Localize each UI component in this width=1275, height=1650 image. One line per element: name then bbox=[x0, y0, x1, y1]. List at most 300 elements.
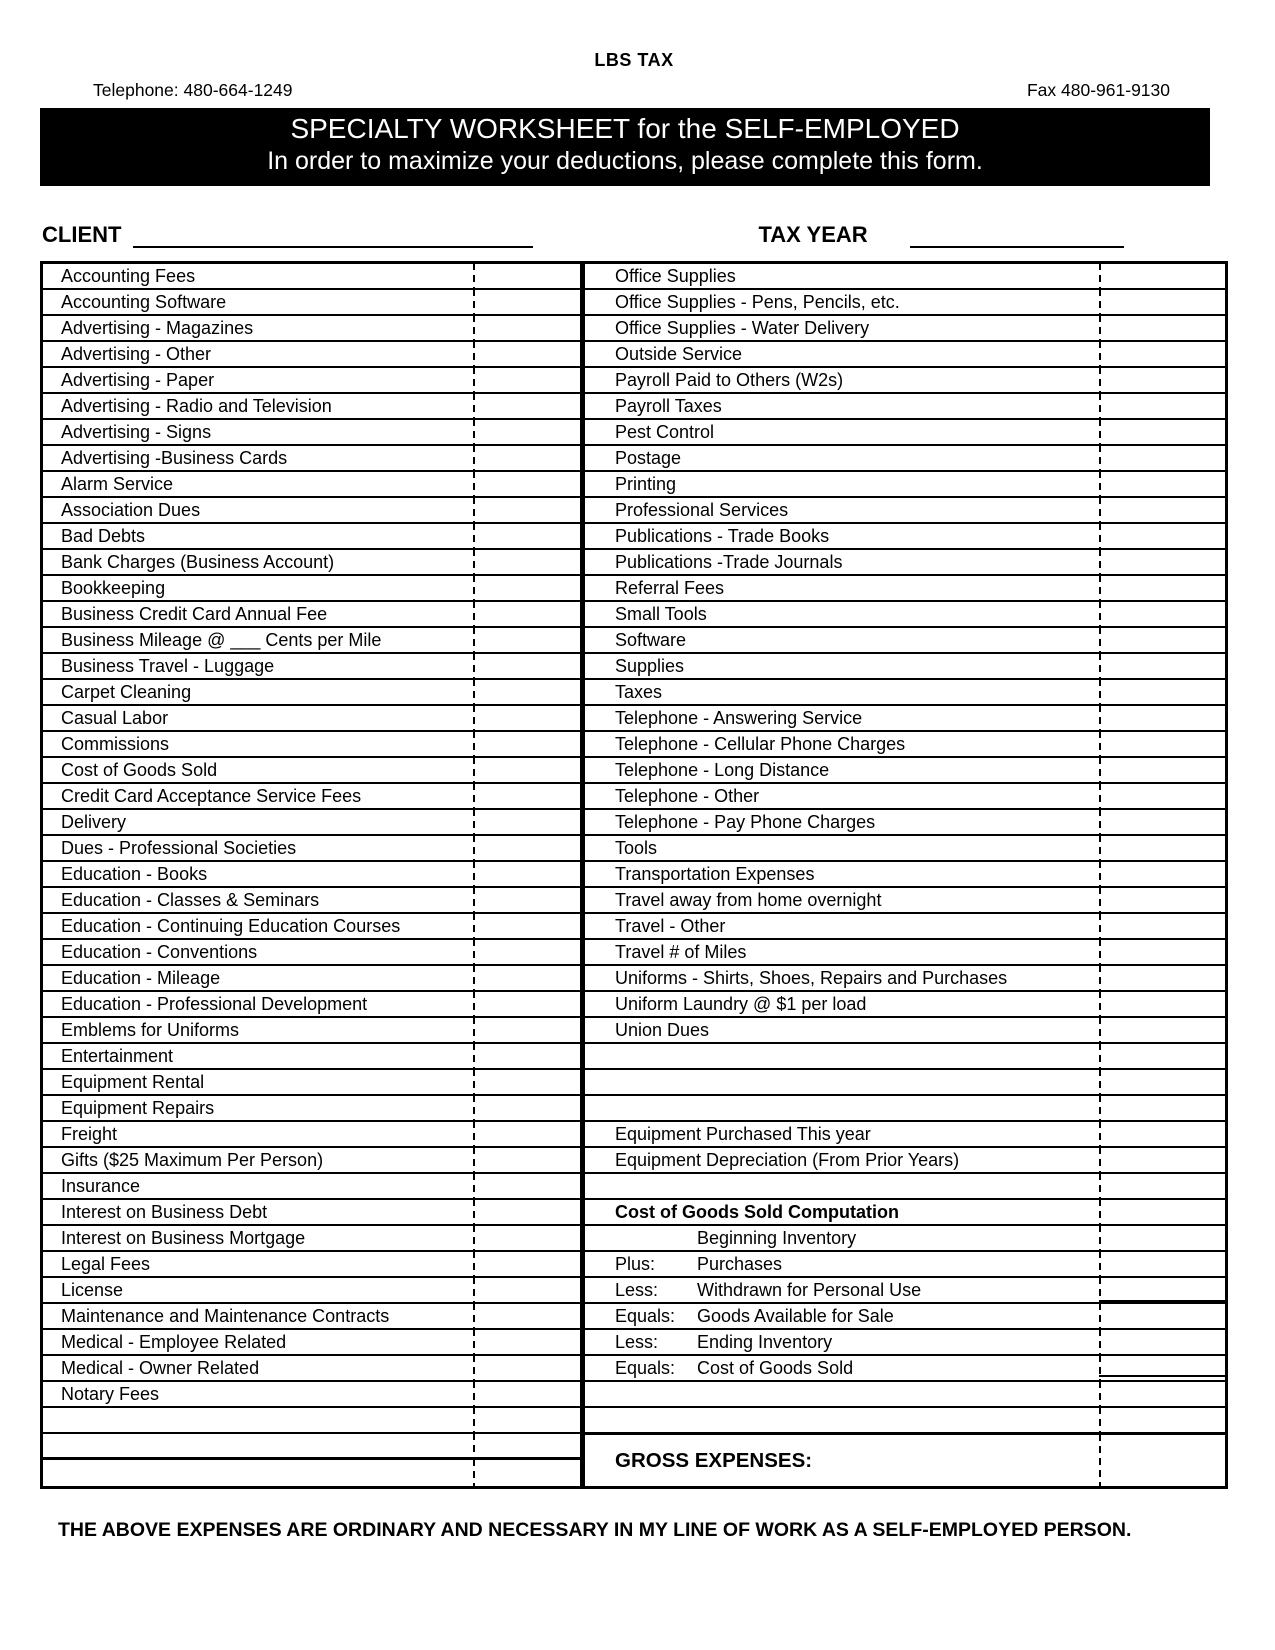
expense-label: Bad Debts bbox=[61, 525, 146, 546]
amount-cell[interactable] bbox=[1099, 1122, 1225, 1146]
amount-cell[interactable] bbox=[473, 524, 580, 548]
amount-cell[interactable] bbox=[1099, 1070, 1225, 1094]
amount-cell[interactable] bbox=[473, 576, 580, 600]
expense-row bbox=[43, 264, 580, 290]
amount-cell[interactable] bbox=[473, 1122, 580, 1146]
amount-cell[interactable] bbox=[1099, 1356, 1225, 1380]
amount-cell[interactable] bbox=[473, 1174, 580, 1198]
amount-cell[interactable] bbox=[1099, 732, 1225, 756]
amount-cell[interactable] bbox=[1099, 264, 1225, 288]
expense-row bbox=[585, 368, 1225, 394]
expense-row bbox=[43, 914, 580, 940]
expense-row bbox=[585, 1382, 1225, 1408]
expense-row bbox=[43, 1434, 580, 1460]
expense-label: Telephone - Cellular Phone Charges bbox=[615, 733, 906, 754]
expense-label bbox=[585, 1304, 1099, 1328]
amount-cell[interactable] bbox=[473, 316, 580, 340]
fax-number: 480-961-9130 bbox=[1061, 80, 1170, 100]
expense-row bbox=[43, 1408, 580, 1434]
expense-row bbox=[43, 1252, 580, 1278]
computation-label: Goods Available for Sale bbox=[697, 1305, 894, 1326]
expense-label: Medical - Employee Related bbox=[61, 1331, 287, 1352]
expense-label: Business Travel - Luggage bbox=[61, 655, 275, 676]
expense-label: Education - Mileage bbox=[61, 967, 221, 988]
expense-row bbox=[43, 1096, 580, 1122]
expense-row bbox=[585, 628, 1225, 654]
expense-label bbox=[585, 1356, 1099, 1380]
expense-label bbox=[585, 1174, 1099, 1198]
amount-cell[interactable] bbox=[1099, 1044, 1225, 1068]
expense-label: Equipment Purchased This year bbox=[615, 1123, 871, 1144]
amount-cell[interactable] bbox=[1099, 654, 1225, 678]
expense-label: Bookkeeping bbox=[61, 577, 166, 598]
amount-cell[interactable] bbox=[473, 992, 580, 1016]
contact-row bbox=[40, 80, 1228, 101]
expense-label: Uniform Laundry @ $1 per load bbox=[615, 993, 867, 1014]
expense-label: Bank Charges (Business Account) bbox=[61, 551, 335, 572]
amount-cell[interactable] bbox=[473, 1460, 580, 1486]
banner-title: SPECIALTY WORKSHEET for the SELF-EMPLOYED bbox=[290, 113, 960, 144]
expense-row bbox=[585, 1122, 1225, 1148]
amount-cell[interactable] bbox=[1099, 420, 1225, 444]
expense-label: Union Dues bbox=[615, 1019, 710, 1040]
expense-label: Accounting Software bbox=[61, 291, 227, 312]
expense-row bbox=[43, 1174, 580, 1200]
expense-label: Delivery bbox=[61, 811, 127, 832]
amount-cell[interactable] bbox=[473, 1226, 580, 1250]
expense-label bbox=[43, 1460, 473, 1486]
expense-label bbox=[585, 1408, 1099, 1432]
amount-cell[interactable] bbox=[473, 784, 580, 808]
gross-expenses-row bbox=[585, 1432, 1225, 1486]
amount-cell[interactable] bbox=[473, 602, 580, 626]
expense-label: Commissions bbox=[61, 733, 170, 754]
expense-label: Advertising - Signs bbox=[61, 421, 212, 442]
expense-label: Telephone - Pay Phone Charges bbox=[615, 811, 876, 832]
expense-label: Equipment Depreciation (From Prior Years) bbox=[615, 1149, 960, 1170]
amount-cell[interactable] bbox=[1099, 810, 1225, 834]
amount-cell[interactable] bbox=[473, 862, 580, 886]
amount-cell[interactable] bbox=[473, 680, 580, 704]
expense-row bbox=[585, 472, 1225, 498]
expense-label: Travel - Other bbox=[615, 915, 726, 936]
amount-cell[interactable] bbox=[473, 1044, 580, 1068]
expense-row bbox=[585, 420, 1225, 446]
expense-row bbox=[43, 1070, 580, 1096]
expense-row bbox=[585, 1304, 1225, 1330]
amount-cell[interactable] bbox=[473, 758, 580, 782]
expense-row bbox=[43, 992, 580, 1018]
expense-row bbox=[43, 602, 580, 628]
expense-row bbox=[585, 940, 1225, 966]
amount-cell[interactable] bbox=[1099, 1200, 1225, 1224]
amount-cell[interactable] bbox=[1099, 1148, 1225, 1172]
amount-cell[interactable] bbox=[1099, 1408, 1225, 1432]
amount-cell[interactable] bbox=[473, 654, 580, 678]
expense-row bbox=[585, 1096, 1225, 1122]
amount-cell[interactable] bbox=[473, 940, 580, 964]
expense-label: Tools bbox=[615, 837, 658, 858]
computation-label: Withdrawn for Personal Use bbox=[697, 1279, 922, 1300]
expense-label: Publications - Trade Books bbox=[615, 525, 830, 546]
amount-cell[interactable] bbox=[473, 264, 580, 288]
expense-row bbox=[585, 1148, 1225, 1174]
amount-cell[interactable] bbox=[1099, 394, 1225, 418]
expense-label: Telephone - Long Distance bbox=[615, 759, 830, 780]
expense-row bbox=[43, 888, 580, 914]
expense-row bbox=[43, 368, 580, 394]
expense-row bbox=[43, 1226, 580, 1252]
expense-label: Telephone - Answering Service bbox=[615, 707, 863, 728]
amount-cell[interactable] bbox=[473, 1252, 580, 1276]
amount-cell[interactable] bbox=[1099, 602, 1225, 626]
amount-cell[interactable] bbox=[473, 368, 580, 392]
expense-label: GROSS EXPENSES: bbox=[615, 1448, 813, 1472]
expense-row bbox=[43, 524, 580, 550]
telephone-number: 480-664-1249 bbox=[183, 80, 293, 100]
footer-statement: THE ABOVE EXPENSES ARE ORDINARY AND NECESSARY IN MY LINE OF WORK AS A SELF-EMPLOYED PERSON. bbox=[58, 1519, 1132, 1541]
expense-label bbox=[585, 1044, 1099, 1068]
expense-row bbox=[43, 576, 580, 602]
amount-cell[interactable] bbox=[473, 1304, 580, 1328]
expense-row bbox=[585, 1018, 1225, 1044]
expense-label: Insurance bbox=[61, 1175, 141, 1196]
amount-cell[interactable] bbox=[473, 1330, 580, 1354]
expense-label: Emblems for Uniforms bbox=[61, 1019, 240, 1040]
amount-cell[interactable] bbox=[1099, 940, 1225, 964]
amount-cell[interactable] bbox=[1099, 680, 1225, 704]
computation-label: Cost of Goods Sold bbox=[697, 1357, 854, 1378]
expense-row bbox=[43, 862, 580, 888]
expense-label: Cost of Goods Sold Computation bbox=[615, 1201, 899, 1222]
expense-row bbox=[585, 784, 1225, 810]
expense-row bbox=[585, 1200, 1225, 1226]
amount-cell[interactable] bbox=[473, 290, 580, 314]
telephone-label: Telephone: bbox=[93, 80, 179, 100]
expense-row bbox=[43, 1330, 580, 1356]
computation-prefix: Equals: bbox=[615, 1305, 676, 1326]
expense-row bbox=[585, 1226, 1225, 1252]
amount-cell[interactable] bbox=[1099, 628, 1225, 652]
left-expense-column bbox=[43, 264, 585, 1486]
expense-label: Education - Books bbox=[61, 863, 208, 884]
expense-label: Maintenance and Maintenance Contracts bbox=[61, 1305, 390, 1326]
amount-cell[interactable] bbox=[1099, 1304, 1225, 1328]
expense-row bbox=[43, 420, 580, 446]
amount-cell[interactable] bbox=[1099, 368, 1225, 392]
amount-cell[interactable] bbox=[473, 420, 580, 444]
amount-cell[interactable] bbox=[1099, 524, 1225, 548]
amount-cell[interactable] bbox=[1099, 862, 1225, 886]
expense-label: Travel away from home overnight bbox=[615, 889, 882, 910]
expense-row bbox=[585, 914, 1225, 940]
tax-year-label: TAX YEAR bbox=[758, 222, 868, 247]
amount-cell[interactable] bbox=[473, 1408, 580, 1432]
expense-row bbox=[585, 1070, 1225, 1096]
amount-cell[interactable] bbox=[1099, 992, 1225, 1016]
expense-row bbox=[585, 576, 1225, 602]
expense-label bbox=[585, 1252, 1099, 1276]
expense-row bbox=[585, 342, 1225, 368]
expense-label: Software bbox=[615, 629, 687, 650]
expense-label: Equipment Repairs bbox=[61, 1097, 215, 1118]
amount-cell[interactable] bbox=[1099, 836, 1225, 860]
fax bbox=[1027, 80, 1228, 101]
amount-cell[interactable] bbox=[473, 1382, 580, 1406]
expense-row bbox=[43, 784, 580, 810]
expense-row bbox=[43, 1200, 580, 1226]
expense-label: Interest on Business Debt bbox=[61, 1201, 268, 1222]
expense-row bbox=[585, 966, 1225, 992]
amount-cell[interactable] bbox=[1099, 706, 1225, 730]
expense-row bbox=[43, 628, 580, 654]
right-expense-column bbox=[585, 264, 1225, 1486]
expense-row bbox=[585, 1408, 1225, 1434]
expense-label: Dues - Professional Societies bbox=[61, 837, 297, 858]
expense-label: Association Dues bbox=[61, 499, 201, 520]
expense-label: License bbox=[61, 1279, 124, 1300]
client-section bbox=[40, 214, 1228, 248]
expense-label bbox=[585, 1096, 1099, 1120]
expense-label: Accounting Fees bbox=[61, 265, 196, 286]
amount-cell[interactable] bbox=[473, 342, 580, 366]
computation-prefix: Less: bbox=[615, 1279, 659, 1300]
client-label: CLIENT bbox=[42, 222, 122, 247]
expense-label: Small Tools bbox=[615, 603, 707, 624]
amount-cell[interactable] bbox=[1099, 290, 1225, 314]
tax-year-input[interactable] bbox=[910, 216, 1124, 248]
expense-label: Education - Professional Development bbox=[61, 993, 368, 1014]
expense-row bbox=[585, 1278, 1225, 1304]
expense-row bbox=[585, 602, 1225, 628]
expense-row bbox=[43, 550, 580, 576]
expense-label: Office Supplies - Water Delivery bbox=[615, 317, 870, 338]
expense-label: Interest on Business Mortgage bbox=[61, 1227, 306, 1248]
expense-row bbox=[585, 1330, 1225, 1356]
expense-row bbox=[585, 888, 1225, 914]
expense-row bbox=[43, 940, 580, 966]
company-name: LBS TAX bbox=[594, 50, 674, 70]
expense-label: Supplies bbox=[615, 655, 685, 676]
amount-cell[interactable] bbox=[1099, 914, 1225, 938]
amount-cell[interactable] bbox=[473, 498, 580, 522]
expense-row bbox=[43, 758, 580, 784]
amount-cell[interactable] bbox=[473, 732, 580, 756]
expense-row bbox=[43, 654, 580, 680]
computation-label: Purchases bbox=[697, 1253, 783, 1274]
amount-cell[interactable] bbox=[1099, 446, 1225, 470]
expense-label bbox=[585, 1278, 1099, 1302]
expense-row bbox=[43, 342, 580, 368]
expense-label: Freight bbox=[61, 1123, 118, 1144]
expense-row bbox=[43, 1382, 580, 1408]
expense-label: Professional Services bbox=[615, 499, 789, 520]
expense-label: Notary Fees bbox=[61, 1383, 160, 1404]
amount-cell[interactable] bbox=[473, 1018, 580, 1042]
expense-label: Alarm Service bbox=[61, 473, 174, 494]
amount-cell[interactable] bbox=[1099, 1018, 1225, 1042]
expense-row bbox=[43, 1044, 580, 1070]
expense-row bbox=[43, 1278, 580, 1304]
expense-label: Transportation Expenses bbox=[615, 863, 815, 884]
expense-label: Office Supplies bbox=[615, 265, 736, 286]
client-input[interactable] bbox=[133, 216, 533, 248]
amount-cell[interactable] bbox=[1099, 1435, 1225, 1486]
fax-label: Fax bbox=[1026, 80, 1057, 100]
expense-row bbox=[585, 758, 1225, 784]
amount-cell[interactable] bbox=[1099, 888, 1225, 912]
expense-label: Publications -Trade Journals bbox=[615, 551, 843, 572]
expense-label: Travel # of Miles bbox=[615, 941, 747, 962]
amount-cell[interactable] bbox=[473, 1070, 580, 1094]
expense-label: Telephone - Other bbox=[615, 785, 760, 806]
expense-row bbox=[43, 1304, 580, 1330]
expense-row bbox=[43, 1122, 580, 1148]
expense-label: Advertising - Magazines bbox=[61, 317, 254, 338]
amount-cell[interactable] bbox=[473, 1148, 580, 1172]
banner-subtitle: In order to maximize your deductions, please complete this form. bbox=[267, 147, 983, 175]
expense-label: Office Supplies - Pens, Pencils, etc. bbox=[615, 291, 900, 312]
expense-label: Legal Fees bbox=[61, 1253, 151, 1274]
expense-label bbox=[585, 1070, 1099, 1094]
amount-cell[interactable] bbox=[473, 914, 580, 938]
expense-label: Payroll Taxes bbox=[615, 395, 722, 416]
expense-label: Advertising -Business Cards bbox=[61, 447, 288, 468]
amount-cell[interactable] bbox=[473, 1278, 580, 1302]
computation-prefix: Less: bbox=[615, 1331, 659, 1352]
amount-cell[interactable] bbox=[1099, 1252, 1225, 1276]
expense-label: Business Credit Card Annual Fee bbox=[61, 603, 328, 624]
expense-row bbox=[43, 1460, 580, 1486]
amount-cell[interactable] bbox=[1099, 1174, 1225, 1198]
expense-label bbox=[43, 1408, 473, 1432]
expense-row bbox=[585, 498, 1225, 524]
amount-cell[interactable] bbox=[1099, 1330, 1225, 1354]
amount-cell[interactable] bbox=[473, 1096, 580, 1120]
amount-cell[interactable] bbox=[1099, 966, 1225, 990]
amount-cell[interactable] bbox=[1099, 576, 1225, 600]
expense-label: Advertising - Radio and Television bbox=[61, 395, 332, 416]
amount-cell[interactable] bbox=[1099, 1382, 1225, 1406]
expense-row bbox=[43, 966, 580, 992]
amount-cell[interactable] bbox=[473, 836, 580, 860]
amount-cell[interactable] bbox=[473, 550, 580, 574]
computation-prefix: Equals: bbox=[615, 1357, 676, 1378]
expense-row bbox=[585, 654, 1225, 680]
expense-label: Education - Conventions bbox=[61, 941, 258, 962]
expense-label: Taxes bbox=[615, 681, 663, 702]
computation-label: Beginning Inventory bbox=[697, 1227, 857, 1248]
expense-row bbox=[585, 394, 1225, 420]
expense-row bbox=[43, 1018, 580, 1044]
expense-label bbox=[43, 1434, 473, 1457]
expense-label: Advertising - Paper bbox=[61, 369, 215, 390]
amount-cell[interactable] bbox=[1099, 1096, 1225, 1120]
amount-cell[interactable] bbox=[473, 966, 580, 990]
expense-row bbox=[585, 992, 1225, 1018]
amount-cell[interactable] bbox=[1099, 342, 1225, 366]
expense-row bbox=[43, 680, 580, 706]
expense-label: Education - Classes & Seminars bbox=[61, 889, 320, 910]
expense-row bbox=[43, 1356, 580, 1382]
expense-row bbox=[585, 1252, 1225, 1278]
amount-cell[interactable] bbox=[473, 394, 580, 418]
amount-cell[interactable] bbox=[1099, 1278, 1225, 1302]
expense-row bbox=[585, 1044, 1225, 1070]
expense-label: Uniforms - Shirts, Shoes, Repairs and Purchases bbox=[615, 967, 1008, 988]
amount-cell[interactable] bbox=[1099, 472, 1225, 496]
expense-label bbox=[585, 1382, 1099, 1406]
expense-label: Credit Card Acceptance Service Fees bbox=[61, 785, 362, 806]
amount-cell[interactable] bbox=[473, 1434, 580, 1457]
amount-cell[interactable] bbox=[473, 706, 580, 730]
expense-label bbox=[585, 1226, 1099, 1250]
expense-row bbox=[43, 446, 580, 472]
amount-cell[interactable] bbox=[1099, 784, 1225, 808]
expense-label bbox=[585, 1330, 1099, 1354]
amount-cell[interactable] bbox=[473, 446, 580, 470]
amount-cell[interactable] bbox=[473, 1200, 580, 1224]
expense-row bbox=[585, 732, 1225, 758]
amount-cell[interactable] bbox=[473, 1356, 580, 1380]
amount-cell[interactable] bbox=[1099, 550, 1225, 574]
expense-row bbox=[585, 524, 1225, 550]
expense-row bbox=[43, 316, 580, 342]
amount-cell[interactable] bbox=[473, 628, 580, 652]
expense-row bbox=[585, 680, 1225, 706]
expense-label: Printing bbox=[615, 473, 677, 494]
computation-prefix: Plus: bbox=[615, 1253, 656, 1274]
expense-row bbox=[585, 290, 1225, 316]
amount-cell[interactable] bbox=[1099, 498, 1225, 522]
expense-row bbox=[43, 290, 580, 316]
expense-label: Postage bbox=[615, 447, 682, 468]
expense-row bbox=[43, 732, 580, 758]
amount-cell[interactable] bbox=[1099, 1226, 1225, 1250]
expense-row bbox=[585, 1174, 1225, 1200]
expense-label: Education - Continuing Education Courses bbox=[61, 915, 401, 936]
expense-label: Outside Service bbox=[615, 343, 743, 364]
amount-cell[interactable] bbox=[473, 888, 580, 912]
expense-row bbox=[43, 836, 580, 862]
title-banner bbox=[40, 108, 1210, 186]
expense-table bbox=[40, 261, 1228, 1489]
expense-row bbox=[585, 706, 1225, 732]
telephone bbox=[40, 80, 293, 101]
expense-row bbox=[585, 810, 1225, 836]
expense-row bbox=[585, 316, 1225, 342]
amount-cell[interactable] bbox=[473, 810, 580, 834]
expense-label: Cost of Goods Sold bbox=[61, 759, 218, 780]
amount-cell[interactable] bbox=[1099, 316, 1225, 340]
expense-label: Equipment Rental bbox=[61, 1071, 205, 1092]
expense-row bbox=[43, 810, 580, 836]
expense-label: Entertainment bbox=[61, 1045, 174, 1066]
expense-label: Casual Labor bbox=[61, 707, 169, 728]
computation-label: Ending Inventory bbox=[697, 1331, 833, 1352]
expense-row bbox=[43, 1148, 580, 1174]
expense-row bbox=[585, 446, 1225, 472]
expense-label: Pest Control bbox=[615, 421, 715, 442]
expense-row bbox=[585, 264, 1225, 290]
expense-label: Advertising - Other bbox=[61, 343, 212, 364]
expense-row bbox=[43, 472, 580, 498]
expense-row bbox=[43, 394, 580, 420]
amount-cell[interactable] bbox=[473, 472, 580, 496]
expense-row bbox=[585, 550, 1225, 576]
expense-label: Medical - Owner Related bbox=[61, 1357, 260, 1378]
amount-cell[interactable] bbox=[1099, 758, 1225, 782]
